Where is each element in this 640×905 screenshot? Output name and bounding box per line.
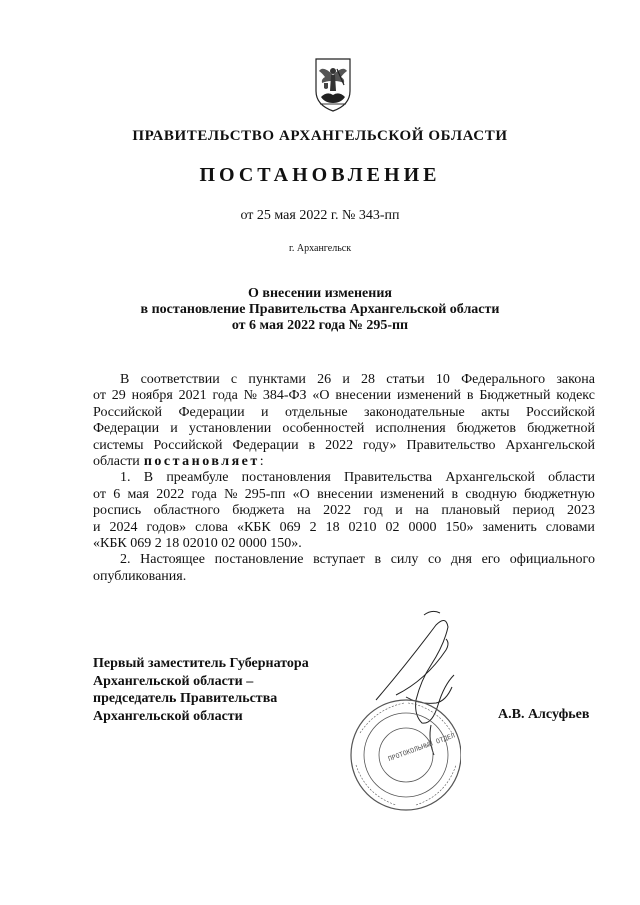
body-word: Правительство (406, 437, 496, 453)
body-word: 2. (120, 552, 131, 568)
body-word: соответствии (140, 372, 220, 387)
subject-line: в постановление Правительства Архангельской области (140, 302, 500, 317)
body-word: его (481, 552, 501, 568)
body-word: «КБК (236, 519, 271, 535)
body-word: В (120, 372, 130, 387)
body-word: № (243, 388, 257, 404)
stamp-icon (336, 605, 461, 830)
body-word: года (191, 486, 217, 502)
body-word: годов» (146, 519, 187, 535)
body-word: Архангельской (505, 437, 595, 453)
body-word: от (93, 486, 106, 502)
body-word: акты (481, 404, 510, 420)
body-word: 2024 (109, 519, 138, 535)
body-word: Федерального (461, 372, 546, 387)
body-word: в (451, 486, 459, 502)
body-word: внесении (317, 486, 373, 502)
body-word: 18 (325, 519, 340, 535)
body-word: закона (556, 372, 595, 387)
body-word: году» (363, 437, 397, 453)
body-text: «КБК 069 2 18 02010 02 0000 150». (93, 536, 302, 552)
body-word: 28 (361, 372, 376, 387)
body-word: 2022 (156, 486, 185, 502)
body-word: Федерации (178, 404, 245, 420)
body-line (93, 487, 595, 503)
body-word: постановления (241, 470, 331, 486)
body-word: бюджетную (524, 486, 595, 502)
subject-line: от 6 мая 2022 года № 295-пп (231, 318, 409, 333)
body-line (93, 421, 595, 437)
government-title: ПРАВИТЕЛЬСТВО АРХАНГЕЛЬСКОЙ ОБЛАСТИ (132, 128, 508, 144)
decree-body (93, 372, 595, 585)
body-word: Российской (526, 404, 595, 420)
body-word: 6 (113, 486, 121, 502)
body-line (93, 454, 595, 470)
body-line (93, 438, 595, 454)
stamp-label: ПРОТОКОЛЬНЫЙ ОТДЕЛ (387, 731, 456, 764)
body-word: 2022 (325, 437, 354, 453)
body-line (93, 470, 595, 486)
body-word: Настоящее (140, 552, 205, 568)
body-line (93, 405, 595, 421)
body-word: ноября (131, 388, 173, 404)
decree-subject (0, 286, 640, 334)
body-word: бюджета (232, 503, 285, 519)
body-word: 069 (279, 519, 301, 535)
body-word: «О (292, 486, 310, 502)
body-word: внесении (335, 388, 392, 404)
body-line (93, 569, 595, 585)
signer-line: Архангельской области (93, 708, 243, 724)
body-text: опубликования. (93, 568, 187, 584)
signer-position (93, 655, 309, 725)
body-word: 0000 (408, 519, 437, 535)
body-word: года (212, 388, 238, 404)
round-stamp-icon (351, 700, 461, 810)
body-word: и (261, 404, 269, 420)
body-line (93, 552, 595, 568)
body-word: «О (312, 388, 330, 404)
body-word: на (415, 503, 429, 519)
body-word: изменений (380, 486, 445, 502)
body-line (93, 372, 595, 388)
body-word: 150» (445, 519, 474, 535)
body-word: и (93, 519, 101, 535)
body-word: со (428, 552, 442, 568)
body-word: отдельные (284, 404, 348, 420)
body-text: области (93, 454, 140, 470)
body-word: преамбуле (166, 470, 229, 486)
body-word: дня (450, 552, 472, 568)
body-word: области (548, 470, 595, 486)
city-label: г. Архангельск (288, 243, 352, 254)
body-word: 10 (435, 372, 450, 387)
body-word: пунктами (248, 372, 306, 387)
body-word: слова (195, 519, 228, 535)
body-word: установлении (188, 421, 272, 437)
body-word: мая (127, 486, 149, 502)
body-word: в (374, 552, 382, 568)
body-word: на (296, 503, 311, 519)
body-word: изменений (396, 388, 462, 404)
signer-name: А.В. Алсуфьев (498, 707, 590, 722)
body-line (93, 388, 595, 404)
body-word: 384-ФЗ (262, 388, 307, 404)
body-line (93, 520, 595, 536)
body-word: 2023 (566, 503, 595, 519)
body-word: законодательные (364, 404, 465, 420)
body-word: 29 (111, 388, 126, 404)
body-word: Бюджетный (479, 388, 551, 404)
body-word: 26 (317, 372, 332, 387)
body-word: с (230, 372, 238, 387)
body-word: Федерации (93, 421, 160, 437)
body-word: и (395, 503, 403, 519)
body-word: Федерации (232, 437, 299, 453)
resolves-word: постановляет (143, 454, 260, 470)
body-word: вступает (313, 552, 365, 568)
body-word: 2022 (323, 503, 352, 519)
subject-line: О внесении изменения (248, 286, 392, 301)
body-word: Архангельской (445, 470, 535, 486)
body-word: бюджетов (456, 421, 517, 437)
body-word: 1. (120, 470, 131, 486)
signer-line: Первый заместитель Губернатора (93, 656, 309, 671)
body-text: : (259, 454, 264, 470)
body-word: № (224, 486, 238, 502)
body-word: Российской (153, 437, 223, 453)
body-word: кодекс (556, 388, 595, 404)
body-word: период (512, 503, 555, 519)
body-word: заменить (482, 519, 537, 535)
body-word: системы (93, 437, 144, 453)
body-word: в (308, 437, 316, 453)
coat-of-arms-icon (313, 57, 353, 113)
body-word: силу (390, 552, 419, 568)
signer-line: председатель Правительства (93, 691, 278, 706)
body-word: официального (509, 552, 595, 568)
body-word: и (170, 421, 178, 437)
body-word: постановление (214, 552, 304, 568)
body-word: 2021 (178, 388, 207, 404)
decree-date-number: от 25 мая 2022 г. № 343-пп (240, 208, 400, 223)
body-word: роспись (93, 503, 142, 519)
body-word: Правительства (344, 470, 433, 486)
signer-line: Архангельской области – (93, 673, 254, 689)
body-word: 295-пп (244, 486, 286, 502)
body-word: особенностей (282, 421, 365, 437)
body-word: словами (545, 519, 595, 535)
body-word: Российской (93, 404, 162, 420)
body-line (93, 536, 595, 552)
body-word: областного (153, 503, 220, 519)
body-word: в (466, 388, 474, 404)
body-word: год (363, 503, 383, 519)
body-word: сводную (465, 486, 517, 502)
body-word: 02 (385, 519, 400, 535)
body-word: от (93, 388, 106, 404)
body-word: В (143, 470, 154, 486)
body-word: плановый (441, 503, 501, 519)
body-word: 0210 (348, 519, 377, 535)
body-word: исполнения (375, 421, 446, 437)
body-word: и (342, 372, 350, 387)
body-line (93, 503, 595, 519)
decree-title: ПОСТАНОВЛЕНИЕ (199, 164, 441, 186)
body-word: бюджетной (527, 421, 595, 437)
body-word: статьи (386, 372, 425, 387)
body-word: 2 (309, 519, 317, 535)
